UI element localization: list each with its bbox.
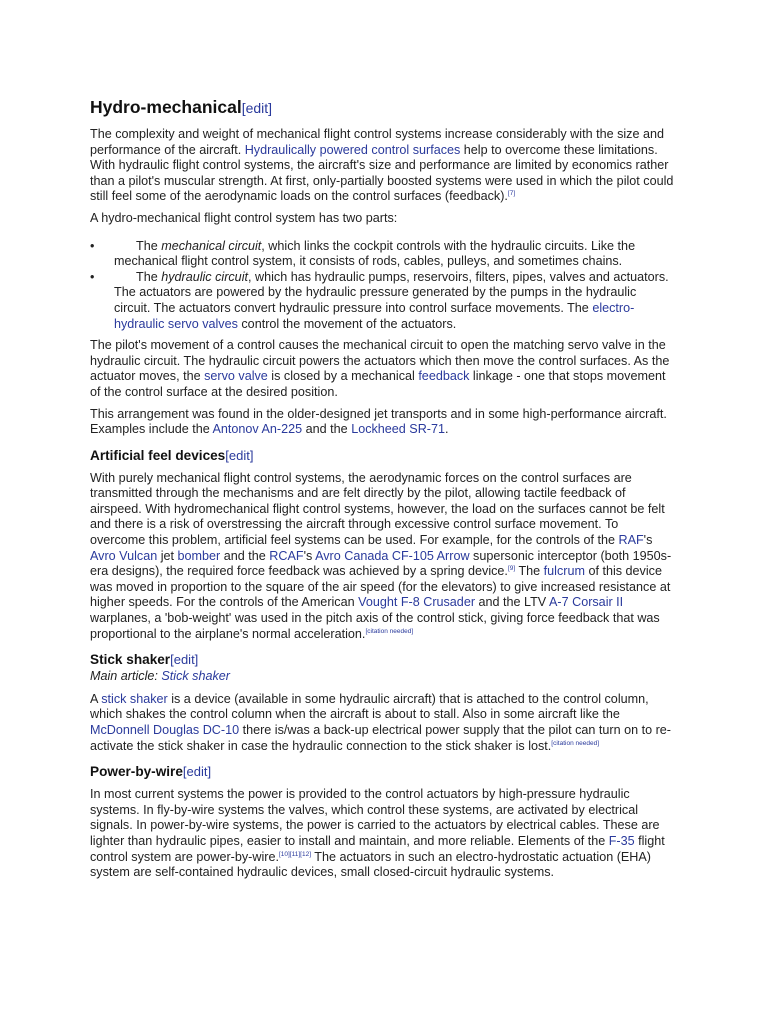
section-stick-shaker: [90, 651, 674, 754]
link-feedback[interactable]: feedback: [418, 369, 470, 384]
bullet: •: [90, 238, 95, 253]
section-title-text: Stick shaker: [90, 652, 171, 668]
paragraph-power-by-wire: [90, 787, 674, 881]
paragraph-two-parts: A hydro-mechanical flight control system has two parts:: [90, 210, 398, 225]
link-stick-shaker[interactable]: stick shaker: [101, 691, 168, 706]
text: In most current systems the power is provided to the control actuators by high-pressure hydraulic systems. In fly-by-wire systems the valves, which control these systems, are activated by electrical signals. In power-by-wire systems, the power is carried to the actuators by electrical cables. These are lighter than hydraulic pipes, easier to install and maintain, and more reliable. Elements of the: [90, 787, 660, 848]
link-raf[interactable]: RAF: [618, 533, 644, 548]
term-mechanical-circuit: mechanical circuit: [161, 238, 262, 253]
edit-link-stick-shaker[interactable]: [edit]: [170, 652, 199, 668]
section-title-power-by-wire: [90, 763, 674, 781]
link-electro-hydraulic-servo-valves[interactable]: electro-hydraulic servo valves: [114, 300, 635, 331]
reference-7[interactable]: [7]: [507, 190, 516, 198]
section-title-hydro-mechanical: [90, 96, 674, 119]
section-title-stick-shaker: [90, 651, 674, 669]
text: The: [515, 564, 544, 579]
link-fulcrum[interactable]: fulcrum: [543, 564, 585, 579]
text: The pilot's movement of a control causes the mechanical circuit to open the matching servo valve in the hydraulic circuit. The hydraulic circuit powers the actuators which then move the control surfaces. As the actuator moves, the: [90, 338, 670, 384]
term-hydraulic-circuit: hydraulic circuit: [161, 269, 248, 284]
text: there is/was a back-up electrical power supply that the pilot can turn on to re-activate the stick shaker in case the hydraulic connection to the stick shaker is lost.: [90, 723, 672, 753]
link-f35[interactable]: F-35: [608, 833, 635, 848]
link-servo-valve[interactable]: servo valve: [204, 369, 268, 384]
text: This arrangement was found in the older-designed jet transports and in some high-performance aircraft. Examples include the: [90, 406, 667, 437]
text: , which links the cockpit controls with the hydraulic circuits. Like the mechanical flight control system, it consists of rods, cables, pulleys, and sometimes chains.: [114, 238, 636, 269]
link-main-article-stick-shaker[interactable]: Stick shaker: [161, 669, 230, 684]
edit-link-power-by-wire[interactable]: [edit]: [182, 764, 212, 780]
link-rcaf[interactable]: RCAF: [269, 548, 304, 563]
text: The: [136, 238, 162, 253]
bullet: •: [90, 269, 95, 284]
text: , which has hydraulic pumps, reservoirs, filters, pipes, valves and actuators. The actuators are powered by the hydraulic pressure generated by the pumps in the hydraulic circuit. The actuators convert hydraulic pressure into control surface movements. The: [114, 269, 669, 315]
link-a7-corsair[interactable]: A-7 Corsair II: [549, 595, 624, 610]
text: warplanes, a 'bob-weight' was used in the pitch axis of the control stick, giving force feedback that was proportional to the airplane's normal acceleration.: [90, 611, 660, 641]
paragraph-servo: [90, 338, 674, 400]
section-title-text: Power-by-wire: [90, 764, 183, 780]
list-item: [90, 270, 674, 332]
text: A: [90, 691, 102, 706]
section-title-text: Hydro-mechanical: [90, 97, 242, 117]
section-artificial-feel: [90, 447, 674, 643]
text: 's: [303, 548, 316, 563]
section-title-text: Artificial feel devices: [90, 447, 226, 463]
text: jet: [157, 548, 178, 563]
text: and the: [302, 422, 352, 437]
link-avro-vulcan[interactable]: Avro Vulcan: [90, 548, 158, 563]
text: The actuators in such an electro-hydrostatic actuation (EHA) system are self-contained hydraulic devices, small closed-circuit hydraulic systems.: [90, 849, 651, 880]
reference-9[interactable]: [9]: [507, 565, 516, 573]
paragraph-examples: [90, 407, 674, 438]
paragraph-intro: [90, 127, 674, 205]
text: is a device (available in some hydraulic aircraft) that is attached to the control column, which shakes the control column when the aircraft is about to stall. Also in some aircraft like the: [90, 691, 649, 722]
paragraph-stick-shaker: [90, 692, 674, 754]
text: The complexity and weight of mechanical flight control systems increase considerably with the size and performance of the aircraft.: [90, 127, 664, 157]
text: .: [445, 422, 449, 437]
link-vought-f8-crusader[interactable]: Vought F-8 Crusader: [358, 595, 476, 610]
text: control the movement of the actuators.: [237, 316, 457, 331]
link-mcdonnell-douglas-dc10[interactable]: McDonnell Douglas DC-10: [90, 723, 240, 737]
parts-list: [90, 239, 674, 333]
edit-link-artificial-feel[interactable]: [edit]: [225, 447, 254, 463]
text: With purely mechanical flight control systems, the aerodynamic forces on the control surfaces are transmitted through the mechanisms and are felt directly by the pilot, allowing tactile feedback of airspeed. With hydromechanical flight control systems, however, the load on the surfaces cannot be felt and there is a risk of overstressing the aircraft through excessive control surface movement. To overcome this problem, artificial feel systems can be used. For example, for the controls of the: [90, 470, 665, 548]
section-title-artificial-feel: [90, 447, 674, 465]
text: linkage - one that stops movement of the control surface at the desired position.: [90, 369, 666, 399]
text: help to overcome these limitations. With hydraulic flight control systems, the aircraft's size and performance are limited by economics rather than a pilot's muscular strength. At first, only-partially boosted systems were used in which the pilot could still feel some of the aerodynamic loads on the control surfaces (feedback).: [90, 142, 674, 204]
text: and the: [220, 548, 270, 563]
text: is closed by a mechanical: [267, 369, 419, 384]
text: The: [136, 269, 162, 284]
references-10-11-12[interactable]: [10][11][12]: [278, 850, 312, 858]
text: flight control system are power-by-wire.: [90, 833, 665, 864]
edit-link-hydro-mechanical[interactable]: [edit]: [241, 100, 273, 116]
link-hydraulically-powered-control-surfaces[interactable]: Hydraulically powered control surfaces: [244, 142, 461, 157]
citation-needed[interactable]: [citation needed]: [551, 739, 599, 747]
main-article-note: [90, 669, 674, 685]
link-avro-arrow[interactable]: Avro Canada CF-105 Arrow: [315, 548, 470, 563]
text: 's: [643, 533, 653, 548]
list-item: [90, 239, 674, 270]
link-antonov-an-225[interactable]: Antonov An-225: [212, 422, 303, 437]
link-lockheed-sr-71[interactable]: Lockheed SR-71: [351, 422, 446, 437]
text: supersonic interceptor (both 1950s-era designs), the required force feedback was achieved by a spring device.: [90, 548, 672, 579]
text: of this device was moved in proportion to the square of the air speed (for the elevators) to give increased resistance at higher speeds. For the controls of the American: [90, 564, 671, 610]
paragraph-artificial-feel: [90, 471, 674, 643]
section-power-by-wire: [90, 763, 674, 881]
text: and the LTV: [475, 595, 549, 610]
citation-needed[interactable]: [citation needed]: [365, 627, 414, 635]
text: Main article:: [90, 669, 162, 684]
link-bomber[interactable]: bomber: [177, 548, 221, 563]
